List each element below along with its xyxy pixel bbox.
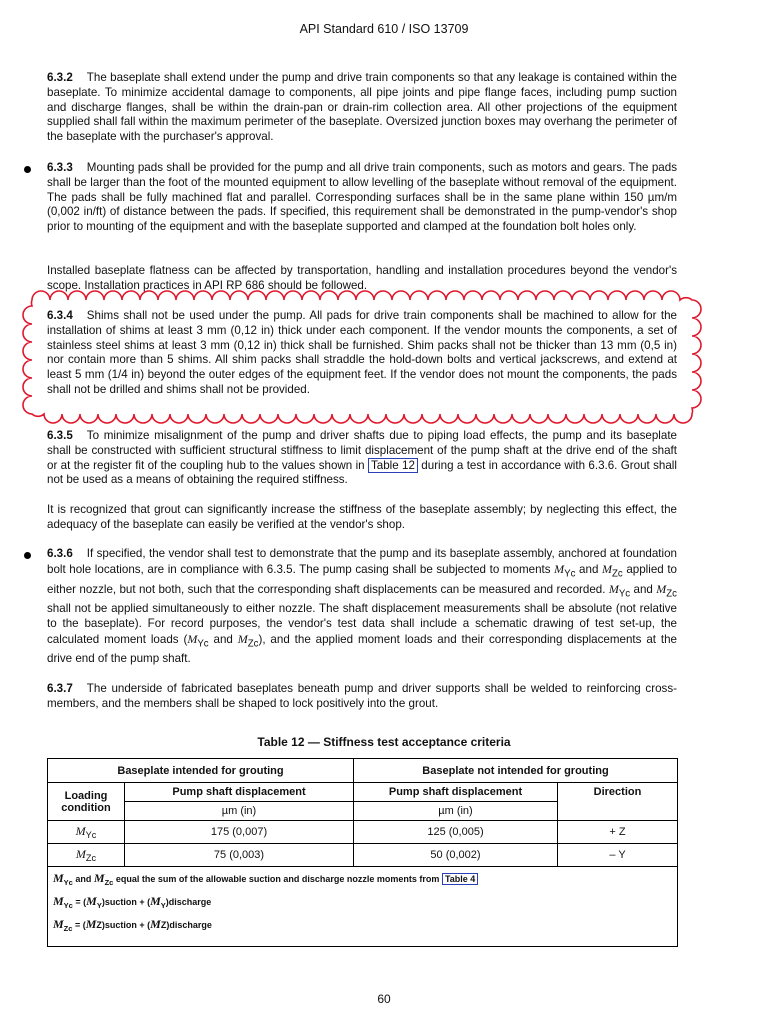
moment-symbol: M [53,894,64,909]
note-2 [53,892,672,915]
value-b: 50 (0,002) [354,844,558,867]
stiffness-table [47,758,678,947]
note-text: = ( [74,919,86,930]
moment-subscript: Zc [85,853,97,864]
moment-symbol: M [237,631,248,646]
table-notes [48,867,678,946]
bullet-marker [24,166,31,173]
table-row [48,844,678,867]
clause-text: The baseplate shall extend under the pump and drive train components so that any leakage is contained within the baseplate. To minimize accidental damage to components, all pipe joints and pipe flange faces, including pump suction and discharge flanges, shall be within the drain-pan or drain-rim collection area. All other projections of the equipment supplied shall fall within the maximum perimeter of the baseplate. Oversized junction boxes may overhang the perimeter of the baseplate with the purchaser's approval. [47,71,677,144]
moment-symbol: M [75,824,86,838]
bullet-marker [24,552,31,559]
moment-symbol: M [608,581,619,596]
moment-symbol: M [602,561,612,576]
moment-subscript: Zc [612,568,623,580]
moment-symbol: M [85,916,97,931]
moment-subscript: Zc [104,878,114,888]
table-title: Table 12 — Stiffness test acceptance criteria [257,735,511,749]
moment-symbol: M [53,871,64,886]
clause-note: Installed baseplate flatness can be affected by transportation, handling and installation procedures beyond the vendor's scope. Installation practices in API RP 686 should be followed. [47,264,677,292]
col-displacement-a: Pump shaft displacement [125,783,354,802]
note-text: equal the sum of the allowable suction and discharge nozzle moments from [115,874,440,885]
table-12-link[interactable]: Table 12 [368,458,418,473]
value-a: 175 (0,007) [125,821,354,844]
direction-value: + Z [558,821,678,844]
moment-subscript: Zc [247,637,259,649]
page-number: 60 [377,992,391,1006]
note-1 [53,869,672,892]
note-3 [53,915,672,938]
moment-symbol: M [86,894,97,909]
clause-note: It is recognized that grout can significantly increase the stiffness of the baseplate assembly; by neglecting this effect, the adequacy of the baseplate can easily be verified at the vendor's shop. [47,503,677,531]
table-subheader-row [48,783,678,802]
moment-symbol: M [150,894,161,909]
loading-cell [48,821,125,844]
clause-6-3-4 [47,309,677,398]
loading-cell [48,844,125,867]
table-4-link[interactable]: Table 4 [442,873,478,885]
table-notes-row [48,867,678,946]
clause-number: 6.3.5 [47,429,73,442]
unit-b: µm (in) [354,802,558,821]
note-text: )suction + ( [101,897,151,908]
conjunction: and [579,562,599,576]
moment-subscript: Yc [85,830,97,841]
note-text: )discharge [166,919,212,930]
clause-text: If specified, the vendor shall test to demonstrate that the pump and its baseplate assembly, anchored at foundation bolt hole locations, are in compliance with 6.3.5. The pump casing shall be subjected to moments [47,547,677,576]
moment-subscript: Yc [63,878,73,888]
running-header: API Standard 610 / ISO 13709 [299,22,469,36]
clause-text: Shims shall not be used under the pump. All pads for drive train components shall be machined to allow for the installation of shims at least 3 mm (0,12 in) thick under each component. If the vendor mounts the components, a set of stainless steel shims at least 3 mm (0,12 in) thick shall be furnished. Shim packs shall not be thicker than 13 mm (0,5 in) nor contain more than 5 shims. All shim packs shall straddle the hold-down bolts and vertical jackscrews, and extend at least 5 mm (1/4 in) beyond the outer edges of the equipment feet. If the vendor does not mount the components, the pads shall not be drilled and shims shall not be provided. [47,309,677,396]
clause-number: 6.3.4 [47,309,73,322]
clause-number: 6.3.3 [47,161,73,174]
moment-symbol: M [75,847,86,862]
moment-symbol: M [150,916,161,931]
clause-text: shall not be applied simultaneously to either nozzle. The shaft displacement measurements shall be absolute (not relative to the baseplate). For record purposes, the vendor's test data shall include a schematic drawing of test set-up, the calculated moment loads ( [47,602,677,646]
moment-subscript: Zc [63,923,73,933]
note-text: Z [160,919,167,930]
clause-text-cont: during a test in accordance with 6.3.6. Grout shall not be used as a means of obtaining the required stiffness. [47,458,677,487]
col-loading-condition: Loading condition [48,783,125,821]
clause-text: To minimize misalignment of the pump and driver shafts due to piping load effects, the pump and its baseplate shall be constructed with sufficient structural stiffness to limit displacement of the pump shaft at the drive end of the shaft or at the register fit of the coupling hub to the values shown in [47,429,677,472]
moment-symbol: M [187,631,198,646]
moment-subscript: Yc [63,900,73,910]
moment-symbol: M [53,916,64,931]
table-row [48,821,678,844]
clause-text: applied to either nozzle, but not both, such that the corresponding shaft displacements can be measured and recorded. [47,562,677,596]
col-direction: Direction [558,783,678,821]
conjunction: and [75,874,92,885]
moment-subscript: Y [96,900,102,910]
moment-subscript: Yc [197,637,209,649]
conjunction: and [213,632,233,646]
clause-6-3-5 [47,429,677,488]
col-displacement-b: Pump shaft displacement [354,783,558,802]
clause-text: ), and the applied moment loads and their corresponding displacements at the drive end of the pump shaft. [47,632,677,665]
note-text: )suction + ( [101,919,151,930]
moment-symbol: M [554,561,565,576]
table-header-row [48,759,678,783]
clause-6-3-2 [47,71,677,145]
value-a: 75 (0,003) [125,844,354,867]
note-text: )discharge [165,897,212,908]
moment-symbol: M [93,871,105,886]
direction-value: – Y [558,844,678,867]
clause-text: The underside of fabricated baseplates beneath pump and driver supports shall be welded to reinforcing cross-members, and the members shall be shaped to lock positively into the grout. [47,682,677,710]
clause-number: 6.3.2 [47,71,73,84]
moment-subscript: Yc [564,568,576,580]
moment-subscript: Zc [666,588,677,600]
clause-6-3-3 [47,161,677,235]
unit-a: µm (in) [125,802,354,821]
moment-symbol: M [656,581,667,596]
clause-number: 6.3.7 [47,682,73,695]
note-text: = ( [75,897,87,908]
clause-6-3-6 [47,547,677,667]
clause-text: Mounting pads shall be provided for the pump and all drive train components, such as motors and gears. The pads shall be larger than the foot of the mounted equipment to allow levelling of the baseplate without removal of the equipment. The pads shall be fully machined flat and parallel. Corresponding surfaces shall be in the same plane within 150 µm/m (0,002 in/ft) of distance between the pads. If specified, this requirement shall be demonstrated in the pump-vendor's shop prior to mounting of the equipment and with the baseplate supported and clamped at the foundation bolt holes only. [47,161,677,234]
clause-number: 6.3.6 [47,547,73,560]
clause-6-3-7 [47,682,677,712]
moment-subscript: Y [160,900,166,910]
value-b: 125 (0,005) [354,821,558,844]
moment-subscript: Yc [618,588,631,600]
header-grouting: Baseplate intended for grouting [48,759,354,783]
conjunction: and [633,582,653,596]
note-text: Z [96,919,102,930]
header-not-grouting: Baseplate not intended for grouting [354,759,678,783]
